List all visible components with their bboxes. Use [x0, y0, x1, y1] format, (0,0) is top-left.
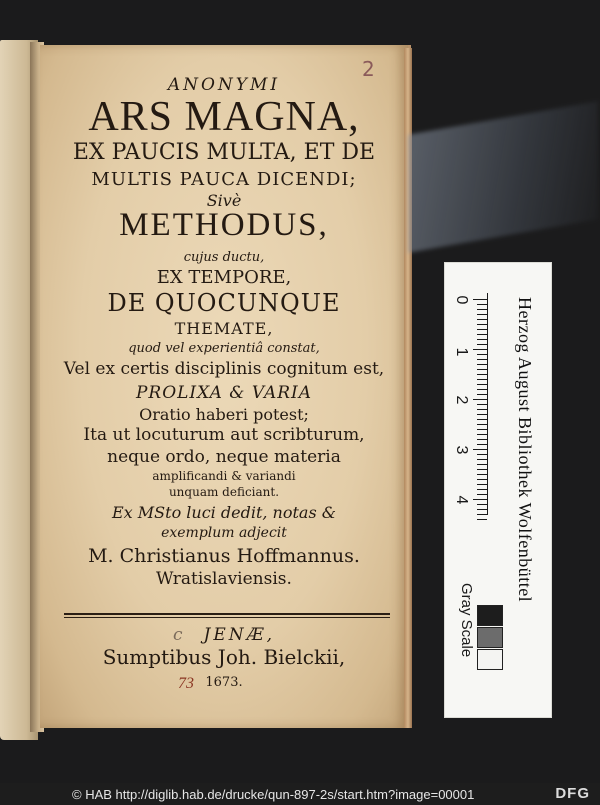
ruler-tick [477, 409, 487, 410]
gray-scale-label: Gray Scale [458, 583, 475, 658]
vel-ex-line: Vel ex certis disciplinis cognitum est, [63, 359, 385, 379]
ruler-tick [477, 459, 487, 460]
ruler-tick [473, 349, 487, 350]
prolixa-line: PROLIXA & VARIA [135, 383, 313, 403]
imprint-year: 1673. [205, 675, 243, 690]
ruler-tick [477, 474, 487, 475]
ruler-tick [477, 354, 487, 355]
library-name: Herzog August Bibliothek Wolfenbüttel [515, 297, 535, 603]
light-reflection [408, 101, 598, 253]
ruler-tick [477, 369, 487, 370]
jenae-text: JENÆ, [203, 625, 276, 645]
ruler-tick [477, 319, 487, 320]
ruler-tick [477, 364, 487, 365]
cujus-ductu-line: cujus ductu, [183, 250, 265, 265]
ruler-tick [477, 334, 487, 335]
exemplum-line: exemplum adjecit [161, 525, 287, 541]
ex-msto-line: Ex MSto luci dedit, notas & [112, 503, 336, 522]
title-page [40, 45, 411, 728]
ruler-tick [477, 324, 487, 325]
ruler-tick [477, 439, 487, 440]
ruler-tick [473, 299, 487, 300]
ruler-tick [477, 309, 487, 310]
scale-number-3: 3 [453, 445, 470, 455]
scale-number-1: 1 [453, 347, 470, 357]
ruler-tick [477, 339, 487, 340]
scale-number-4: 4 [453, 495, 470, 505]
ruler-tick [477, 514, 487, 515]
ruler-tick [477, 519, 487, 520]
copyright-link[interactable]: © HAB http://diglib.hab.de/drucke/qun-897-2s/start.htm?image=00001 [72, 787, 475, 802]
ruler-tick [477, 479, 487, 480]
ruler-tick [477, 464, 487, 465]
handwritten-red-number: 73 [178, 675, 194, 692]
scale-number-2: 2 [453, 395, 470, 405]
quod-line: quod vel experientiâ constat, [128, 341, 320, 356]
author-line: M. Christianus Hoffmannus. [88, 545, 360, 567]
ruler-tick [473, 399, 487, 400]
ruler-tick [477, 359, 487, 360]
sive-line: Sivè [206, 191, 242, 210]
ars-magna-title: ARS MAGNA, [88, 94, 360, 140]
ruler-tick [477, 424, 487, 425]
ruler-tick [477, 434, 487, 435]
ruler-tick [477, 394, 487, 395]
wratislaviensis-line: Wratislaviensis. [156, 569, 292, 589]
ruler-tick [477, 389, 487, 390]
oratio-line: Oratio haberi potest; [139, 405, 309, 424]
ruler-tick [477, 444, 487, 445]
ruler-tick [477, 484, 487, 485]
ruler-tick [477, 314, 487, 315]
ruler-tick [477, 489, 487, 490]
ruler-tick [477, 469, 487, 470]
methodus-title: METHODUS, [119, 207, 329, 243]
ruler-tick [473, 449, 487, 450]
ruler-tick [477, 454, 487, 455]
handwritten-mark: c [172, 625, 186, 645]
ex-tempore-line: EX TEMPORE, [156, 267, 292, 288]
ruler-tick [477, 504, 487, 505]
anonymi-line: ANONYMI [167, 75, 281, 95]
neque-line: neque ordo, neque materia [107, 447, 341, 467]
ex-paucis-line: EX PAUCIS MULTA, ET DE [72, 140, 376, 165]
ruler-tick [477, 379, 487, 380]
ruler-tick [477, 429, 487, 430]
ruler-tick [477, 384, 487, 385]
color-scale-card [444, 262, 552, 718]
jenae-line [40, 625, 408, 645]
ruler-tick [477, 329, 487, 330]
ruler-tick [477, 414, 487, 415]
amplificandi-line: amplificandi & variandi [152, 469, 296, 483]
de-quocunque-line: DE QUOCUNQUE [107, 289, 341, 317]
imprint-rule [64, 613, 390, 615]
ruler-tick [473, 499, 487, 500]
ruler-tick [477, 344, 487, 345]
unquam-line: unquam deficiant. [168, 485, 280, 499]
multis-pauca-line: MULTIS PAUCA DICENDI; [91, 169, 357, 190]
ruler-tick [477, 304, 487, 305]
ruler-tick [477, 404, 487, 405]
scale-number-0: 0 [453, 295, 470, 305]
ruler-tick [477, 374, 487, 375]
swatch-black [477, 605, 503, 626]
themate-line: THEMATE, [174, 319, 274, 338]
sumptibus-line: Sumptibus Joh. Bielckii, [102, 645, 346, 669]
ruler-tick [477, 419, 487, 420]
imprint-rule-thin [64, 617, 390, 618]
swatch-white [477, 649, 503, 670]
ruler-tick [477, 509, 487, 510]
ruler-line [487, 293, 488, 515]
dfg-logo: DFG [555, 785, 590, 802]
handwritten-number: 2 [362, 57, 375, 81]
ita-ut-line: Ita ut locuturum aut scribturum, [83, 425, 365, 445]
ruler-tick [477, 494, 487, 495]
swatch-gray [477, 627, 503, 648]
footer-bar [0, 783, 600, 805]
